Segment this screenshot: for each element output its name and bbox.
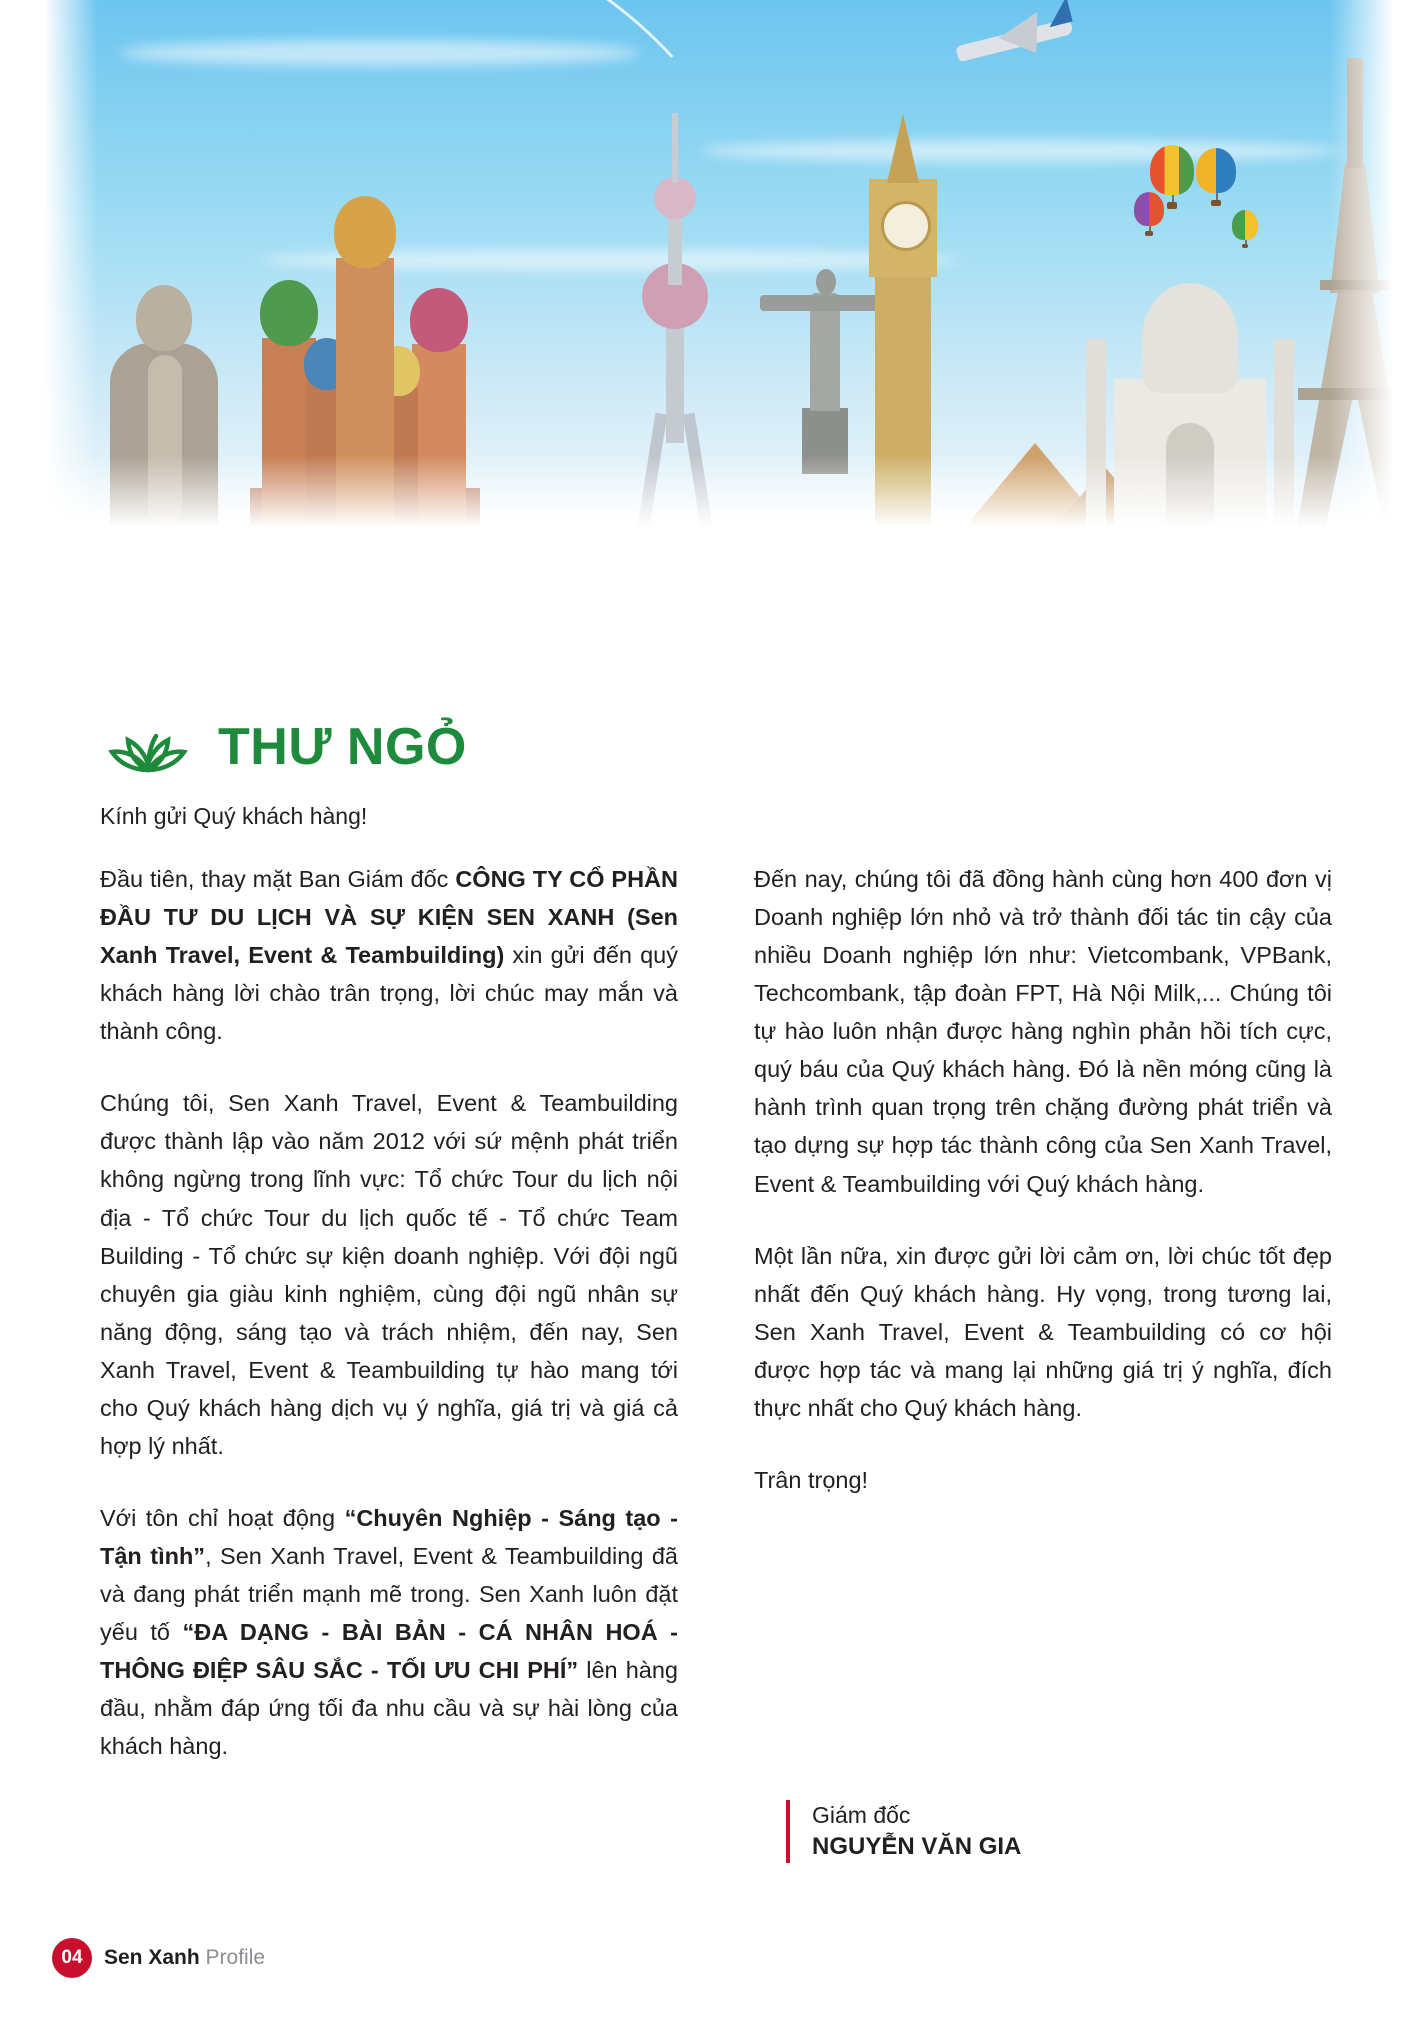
footer-brand-name: Sen Xanh xyxy=(104,1946,200,1969)
text-run: Trân trọng! xyxy=(754,1466,869,1493)
page-title: THƯ NGỎ xyxy=(218,718,467,776)
text-run: Đầu tiên, thay mặt Ban Giám đốc xyxy=(100,866,456,892)
text-run: Đến nay, chúng tôi đã đồng hành cùng hơn 400 đơn vị Doanh nghiệp lớn nhỏ và trở thành đối tác tin cậy của nhiều Doanh nghiệp lớn như: Vietcombank, VPBank, Techcombank, tập đoàn FPT, Hà Nội Milk,... Chúng tôi tự hào luôn nhận được hàng nghìn phản hồi tích cực, quý báu của Quý khách hàng. Đó là nền móng cũng là hành trình quan trọng trên chặng đường phát triển và tạo dựng sự hợp tác thành công của Sen Xanh Travel, Event & Teambuilding với Quý khách hàng. xyxy=(754,866,1332,1197)
hero-bottom-fade xyxy=(0,455,1428,545)
signature-block xyxy=(786,1800,1021,1863)
paragraph xyxy=(754,860,1332,1203)
cloud-band xyxy=(120,40,640,66)
signature-role: Giám đốc xyxy=(812,1802,911,1828)
hot-air-balloon-icon xyxy=(1232,210,1258,248)
footer-brand xyxy=(104,1946,265,1970)
text-run: Chúng tôi, Sen Xanh Travel, Event & Teambuilding được thành lập vào năm 2012 với sứ mệnh phát triển không ngừng trong lĩnh vực: Tổ chức Tour du lịch nội địa - Tổ chức Tour du lịch quốc tế - Tổ chức Team Building - Tổ chức sự kiện doanh nghiệp. Với đội ngũ chuyên gia giàu kinh nghiệm, cùng đội ngũ nhân sự năng động, sáng tạo và trách nhiệm, đến nay, Sen Xanh Travel, Event & Teambuilding tự hào mang tới cho Quý khách hàng dịch vụ ý nghĩa, giá trị và giá cả hợp lý nhất. xyxy=(100,1090,678,1459)
text-run-bold: CÔNG TY CỔ PHẦN ĐẦU TƯ DU LỊCH VÀ SỰ KIỆN SEN XANH (Sen Xanh Travel, Event & Teambuilding) xyxy=(100,866,678,969)
hot-air-balloon-icon xyxy=(1134,192,1164,236)
salutation: Kính gửi Quý khách hàng! xyxy=(100,803,368,829)
lotus-icon xyxy=(100,718,196,776)
cloud-band xyxy=(700,140,1340,162)
text-run-bold: “ĐA DẠNG - BÀI BẢN - CÁ NHÂN HOÁ - THÔNG ĐIỆP SÂU SẮC - TỐI ƯU CHI PHÍ” xyxy=(100,1619,679,1684)
page-number-badge: 04 xyxy=(52,1938,92,1978)
footer-brand-suffix: Profile xyxy=(205,1946,266,1969)
paragraph xyxy=(754,1237,1332,1427)
signature-name: NGUYỄN VĂN GIA xyxy=(812,1833,1022,1861)
text-run: Một lần nữa, xin được gửi lời cảm ơn, lời chúc tốt đẹp nhất đến Quý khách hàng. Hy vọng, trong tương lai, Sen Xanh Travel, Event & Teambuilding có cơ hội được hợp tác và mang lại những giá trị ý nghĩa, đích thực nhất cho Quý khách hàng. xyxy=(754,1242,1332,1421)
hero-banner xyxy=(0,0,1428,545)
text-run-bold: “Chuyên Nghiệp - Sáng tạo - Tận tình” xyxy=(100,1504,678,1569)
page-footer xyxy=(52,1938,265,1978)
hot-air-balloon-icon xyxy=(1196,148,1236,206)
text-run: , Sen Xanh Travel, Event & Teambuilding đã và đang phát triển mạnh mẽ trong. Sen Xanh luôn đặt yếu tố xyxy=(100,1543,678,1646)
text-run: xin gửi đến quý khách hàng lời chào trân trọng, lời chúc may mắn và thành công. xyxy=(100,942,678,1045)
left-column xyxy=(100,860,678,1765)
paragraph xyxy=(100,1499,678,1765)
two-column-body xyxy=(100,860,1332,1765)
paragraph xyxy=(100,1084,678,1465)
paragraph xyxy=(100,860,678,1050)
paragraph xyxy=(754,1461,1332,1499)
right-column xyxy=(754,860,1332,1765)
text-run: Với tôn chỉ hoạt động xyxy=(100,1504,345,1531)
letter-content xyxy=(0,545,1428,2018)
text-run: lên hàng đầu, nhằm đáp ứng tối đa nhu cầu và sự hài lòng của khách hàng. xyxy=(100,1657,678,1760)
title-row xyxy=(100,718,467,776)
